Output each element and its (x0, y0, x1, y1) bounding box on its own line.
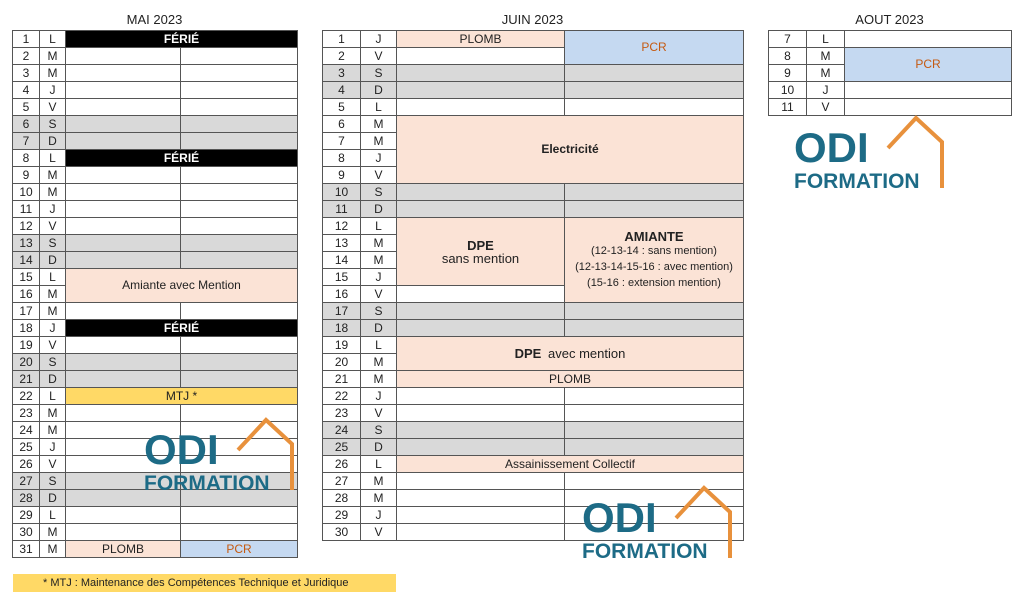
day-number: 15 (13, 269, 40, 286)
day-letter: M (40, 422, 66, 439)
odi-formation-logo (580, 482, 736, 562)
calendar-row (323, 82, 744, 99)
day-letter: V (40, 456, 66, 473)
empty-cell (66, 184, 181, 201)
logo-text-odi: ODI (582, 494, 657, 541)
empty-cell (66, 371, 181, 388)
day-letter: M (40, 65, 66, 82)
day-letter: S (361, 184, 397, 201)
day-letter: M (361, 116, 397, 133)
calendar-row (769, 48, 1012, 65)
calendar-row (13, 99, 298, 116)
day-number: 6 (13, 116, 40, 133)
calendar-row (323, 116, 744, 133)
empty-cell (66, 507, 181, 524)
day-letter: M (361, 473, 397, 490)
event-amiante (565, 218, 744, 303)
day-letter: D (40, 252, 66, 269)
day-number: 9 (769, 65, 807, 82)
day-letter: V (361, 405, 397, 422)
empty-cell (565, 320, 744, 337)
amiante-line: (15-16 : extension mention) (587, 276, 721, 289)
day-letter: J (40, 201, 66, 218)
empty-cell (397, 422, 565, 439)
day-number: 19 (13, 337, 40, 354)
calendar-row (769, 82, 1012, 99)
day-letter: L (361, 218, 397, 235)
day-letter: V (361, 286, 397, 303)
day-letter: M (361, 133, 397, 150)
event-pcr: PCR (181, 541, 298, 558)
amiante-title: AMIANTE (624, 228, 684, 244)
event-assainissement: Assainissement Collectif (397, 456, 744, 473)
day-number: 15 (323, 269, 361, 286)
empty-cell (181, 82, 298, 99)
day-letter: M (361, 252, 397, 269)
empty-cell (66, 167, 181, 184)
calendar-row (323, 337, 744, 354)
day-number: 24 (323, 422, 361, 439)
holiday-cell: FÉRIÉ (66, 320, 298, 337)
calendar-row (13, 371, 298, 388)
day-letter: J (361, 269, 397, 286)
day-letter: S (40, 116, 66, 133)
empty-cell (66, 133, 181, 150)
day-number: 7 (769, 31, 807, 48)
day-number: 1 (13, 31, 40, 48)
day-letter: M (361, 354, 397, 371)
calendar-row (13, 320, 298, 337)
empty-cell (397, 65, 565, 82)
day-letter: J (40, 439, 66, 456)
dpe-avec-mention: avec mention (548, 345, 626, 361)
empty-cell (397, 405, 565, 422)
june-calendar (322, 30, 744, 541)
day-letter: D (361, 201, 397, 218)
day-number: 20 (323, 354, 361, 371)
empty-cell (181, 252, 298, 269)
day-number: 6 (323, 116, 361, 133)
calendar-row (323, 99, 744, 116)
logo-text-odi: ODI (144, 426, 219, 473)
day-number: 9 (13, 167, 40, 184)
day-letter: J (40, 320, 66, 337)
empty-cell (397, 388, 565, 405)
calendar-row (13, 541, 298, 558)
holiday-cell: FÉRIÉ (66, 31, 298, 48)
calendar-row (13, 507, 298, 524)
event-pcr: PCR (845, 48, 1012, 82)
day-number: 18 (323, 320, 361, 337)
day-number: 27 (323, 473, 361, 490)
day-number: 30 (323, 524, 361, 541)
day-number: 30 (13, 524, 40, 541)
day-number: 7 (13, 133, 40, 150)
calendar-row (323, 201, 744, 218)
empty-cell (397, 439, 565, 456)
august-calendar (768, 30, 1012, 116)
day-number: 29 (323, 507, 361, 524)
calendar-row (769, 31, 1012, 48)
calendar-row (13, 167, 298, 184)
empty-cell (565, 99, 744, 116)
calendar-row (13, 235, 298, 252)
empty-cell (66, 65, 181, 82)
logo-text-formation: FORMATION (582, 540, 708, 562)
day-letter: V (361, 48, 397, 65)
empty-cell (181, 371, 298, 388)
empty-cell (845, 31, 1012, 48)
day-letter: D (361, 320, 397, 337)
day-number: 21 (323, 371, 361, 388)
empty-cell (397, 82, 565, 99)
empty-cell (181, 201, 298, 218)
event-amiante-mention: Amiante avec Mention (66, 269, 298, 303)
empty-cell (397, 524, 565, 541)
calendar-row (323, 405, 744, 422)
day-letter: D (40, 371, 66, 388)
day-number: 7 (323, 133, 361, 150)
day-number: 14 (323, 252, 361, 269)
calendar-row (13, 524, 298, 541)
empty-cell (397, 48, 565, 65)
day-number: 13 (13, 235, 40, 252)
amiante-line: (12-13-14-15-16 : avec mention) (575, 260, 733, 273)
day-letter: S (40, 473, 66, 490)
calendar-row (13, 48, 298, 65)
calendar-row (13, 65, 298, 82)
day-letter: J (361, 31, 397, 48)
day-number: 11 (323, 201, 361, 218)
empty-cell (66, 337, 181, 354)
empty-cell (181, 524, 298, 541)
empty-cell (66, 252, 181, 269)
day-number: 12 (323, 218, 361, 235)
day-number: 22 (13, 388, 40, 405)
event-pcr: PCR (565, 31, 744, 65)
empty-cell (66, 116, 181, 133)
event-plomb: PLOMB (397, 371, 744, 388)
day-letter: D (361, 82, 397, 99)
empty-cell (565, 201, 744, 218)
empty-cell (397, 320, 565, 337)
day-letter: L (40, 150, 66, 167)
day-letter: D (361, 439, 397, 456)
calendar-row (323, 456, 744, 473)
day-number: 13 (323, 235, 361, 252)
day-letter: J (361, 507, 397, 524)
day-letter: M (361, 371, 397, 388)
empty-cell (397, 99, 565, 116)
empty-cell (66, 524, 181, 541)
day-number: 26 (13, 456, 40, 473)
day-letter: M (40, 184, 66, 201)
day-number: 2 (13, 48, 40, 65)
empty-cell (181, 99, 298, 116)
calendar-row (323, 388, 744, 405)
day-letter: S (361, 422, 397, 439)
calendar-row (13, 337, 298, 354)
day-number: 25 (323, 439, 361, 456)
calendar-row (323, 218, 744, 235)
empty-cell (66, 201, 181, 218)
logo-text-odi: ODI (794, 124, 869, 171)
day-letter: D (40, 133, 66, 150)
calendar-row (13, 184, 298, 201)
footnote: * MTJ : Maintenance des Compétences Technique et Juridique (13, 574, 396, 592)
day-letter: J (807, 82, 845, 99)
calendar-row (323, 303, 744, 320)
calendar-row (323, 371, 744, 388)
empty-cell (397, 184, 565, 201)
empty-cell (397, 473, 565, 490)
calendar-row (13, 218, 298, 235)
day-letter: M (40, 48, 66, 65)
calendar-row (13, 31, 298, 48)
empty-cell (565, 65, 744, 82)
day-letter: J (361, 388, 397, 405)
day-letter: M (40, 167, 66, 184)
day-letter: V (40, 99, 66, 116)
day-number: 25 (13, 439, 40, 456)
empty-cell (181, 507, 298, 524)
day-number: 4 (13, 82, 40, 99)
empty-cell (66, 218, 181, 235)
calendar-row (13, 269, 298, 286)
empty-cell (181, 167, 298, 184)
day-letter: V (361, 167, 397, 184)
empty-cell (565, 82, 744, 99)
day-letter: L (361, 456, 397, 473)
day-number: 26 (323, 456, 361, 473)
empty-cell (181, 65, 298, 82)
empty-cell (565, 388, 744, 405)
day-letter: L (40, 388, 66, 405)
empty-cell (181, 48, 298, 65)
calendar-row (13, 252, 298, 269)
calendar-row (13, 82, 298, 99)
day-number: 29 (13, 507, 40, 524)
holiday-cell: FÉRIÉ (66, 150, 298, 167)
empty-cell (66, 82, 181, 99)
day-number: 12 (13, 218, 40, 235)
day-letter: V (361, 524, 397, 541)
empty-cell (66, 48, 181, 65)
day-letter: V (40, 337, 66, 354)
august-title: AOUT 2023 (855, 12, 924, 27)
day-letter: L (40, 31, 66, 48)
empty-cell (181, 184, 298, 201)
day-letter: L (40, 269, 66, 286)
day-letter: J (40, 82, 66, 99)
day-letter: M (40, 405, 66, 422)
day-number: 31 (13, 541, 40, 558)
calendar-row (323, 31, 744, 48)
day-number: 4 (323, 82, 361, 99)
day-letter: M (361, 490, 397, 507)
day-letter: L (361, 99, 397, 116)
day-number: 3 (13, 65, 40, 82)
day-number: 28 (323, 490, 361, 507)
day-number: 10 (769, 82, 807, 99)
empty-cell (397, 490, 565, 507)
empty-cell (181, 235, 298, 252)
day-number: 16 (323, 286, 361, 303)
empty-cell (181, 218, 298, 235)
amiante-line: (12-13-14 : sans mention) (591, 244, 717, 257)
calendar-row (323, 320, 744, 337)
empty-cell (181, 337, 298, 354)
event-electricite: Electricité (397, 116, 744, 184)
empty-cell (397, 286, 565, 303)
day-letter: S (361, 65, 397, 82)
day-letter: M (807, 48, 845, 65)
day-number: 11 (769, 99, 807, 116)
day-letter: J (361, 150, 397, 167)
event-plomb: PLOMB (66, 541, 181, 558)
day-number: 1 (323, 31, 361, 48)
day-letter: L (361, 337, 397, 354)
empty-cell (181, 116, 298, 133)
day-number: 3 (323, 65, 361, 82)
may-title: MAI 2023 (126, 12, 183, 27)
calendar-row (323, 184, 744, 201)
day-number: 2 (323, 48, 361, 65)
logo-text-formation: FORMATION (144, 472, 270, 494)
logo-text-formation: FORMATION (794, 170, 920, 192)
day-letter: M (40, 524, 66, 541)
calendar-row (323, 422, 744, 439)
empty-cell (66, 303, 181, 320)
dpe-sans-mention: sans mention (441, 250, 520, 266)
event-dpe-sans-mention (397, 218, 565, 286)
day-number: 20 (13, 354, 40, 371)
day-number: 10 (13, 184, 40, 201)
day-letter: S (361, 303, 397, 320)
day-number: 23 (323, 405, 361, 422)
day-letter: M (361, 235, 397, 252)
event-mtj: MTJ * (66, 388, 298, 405)
day-number: 24 (13, 422, 40, 439)
empty-cell (66, 99, 181, 116)
day-number: 17 (323, 303, 361, 320)
empty-cell (845, 82, 1012, 99)
dpe-label: DPE (467, 237, 494, 253)
empty-cell (66, 354, 181, 371)
day-letter: M (40, 541, 66, 558)
calendar-row (13, 303, 298, 320)
calendar-row (323, 65, 744, 82)
day-number: 11 (13, 201, 40, 218)
event-dpe-avec-mention (397, 337, 744, 371)
day-number: 28 (13, 490, 40, 507)
empty-cell (181, 133, 298, 150)
calendar-row (13, 150, 298, 167)
day-letter: M (40, 286, 66, 303)
day-number: 21 (13, 371, 40, 388)
empty-cell (565, 405, 744, 422)
day-number: 14 (13, 252, 40, 269)
day-number: 18 (13, 320, 40, 337)
empty-cell (565, 184, 744, 201)
day-letter: V (807, 99, 845, 116)
day-number: 16 (13, 286, 40, 303)
empty-cell (397, 507, 565, 524)
dpe-label: DPE (514, 345, 542, 361)
day-number: 9 (323, 167, 361, 184)
day-number: 8 (769, 48, 807, 65)
calendar-row (13, 116, 298, 133)
day-number: 8 (323, 150, 361, 167)
day-letter: M (40, 303, 66, 320)
day-letter: D (40, 490, 66, 507)
odi-formation-logo (792, 112, 948, 192)
calendar-row (13, 133, 298, 150)
event-plomb: PLOMB (397, 31, 565, 48)
empty-cell (181, 303, 298, 320)
day-number: 8 (13, 150, 40, 167)
day-number: 10 (323, 184, 361, 201)
empty-cell (565, 303, 744, 320)
empty-cell (565, 422, 744, 439)
calendar-row (13, 201, 298, 218)
day-number: 19 (323, 337, 361, 354)
day-letter: V (40, 218, 66, 235)
empty-cell (397, 303, 565, 320)
day-letter: M (807, 65, 845, 82)
day-number: 23 (13, 405, 40, 422)
empty-cell (66, 235, 181, 252)
day-letter: L (40, 507, 66, 524)
empty-cell (397, 201, 565, 218)
calendar-row (13, 388, 298, 405)
day-letter: S (40, 235, 66, 252)
day-number: 22 (323, 388, 361, 405)
day-letter: S (40, 354, 66, 371)
calendar-row (13, 354, 298, 371)
odi-formation-logo (142, 414, 298, 494)
empty-cell (565, 439, 744, 456)
june-title: JUIN 2023 (501, 12, 564, 27)
empty-cell (181, 354, 298, 371)
day-number: 5 (13, 99, 40, 116)
day-number: 17 (13, 303, 40, 320)
day-number: 5 (323, 99, 361, 116)
calendar-row (323, 439, 744, 456)
day-letter: L (807, 31, 845, 48)
day-number: 27 (13, 473, 40, 490)
